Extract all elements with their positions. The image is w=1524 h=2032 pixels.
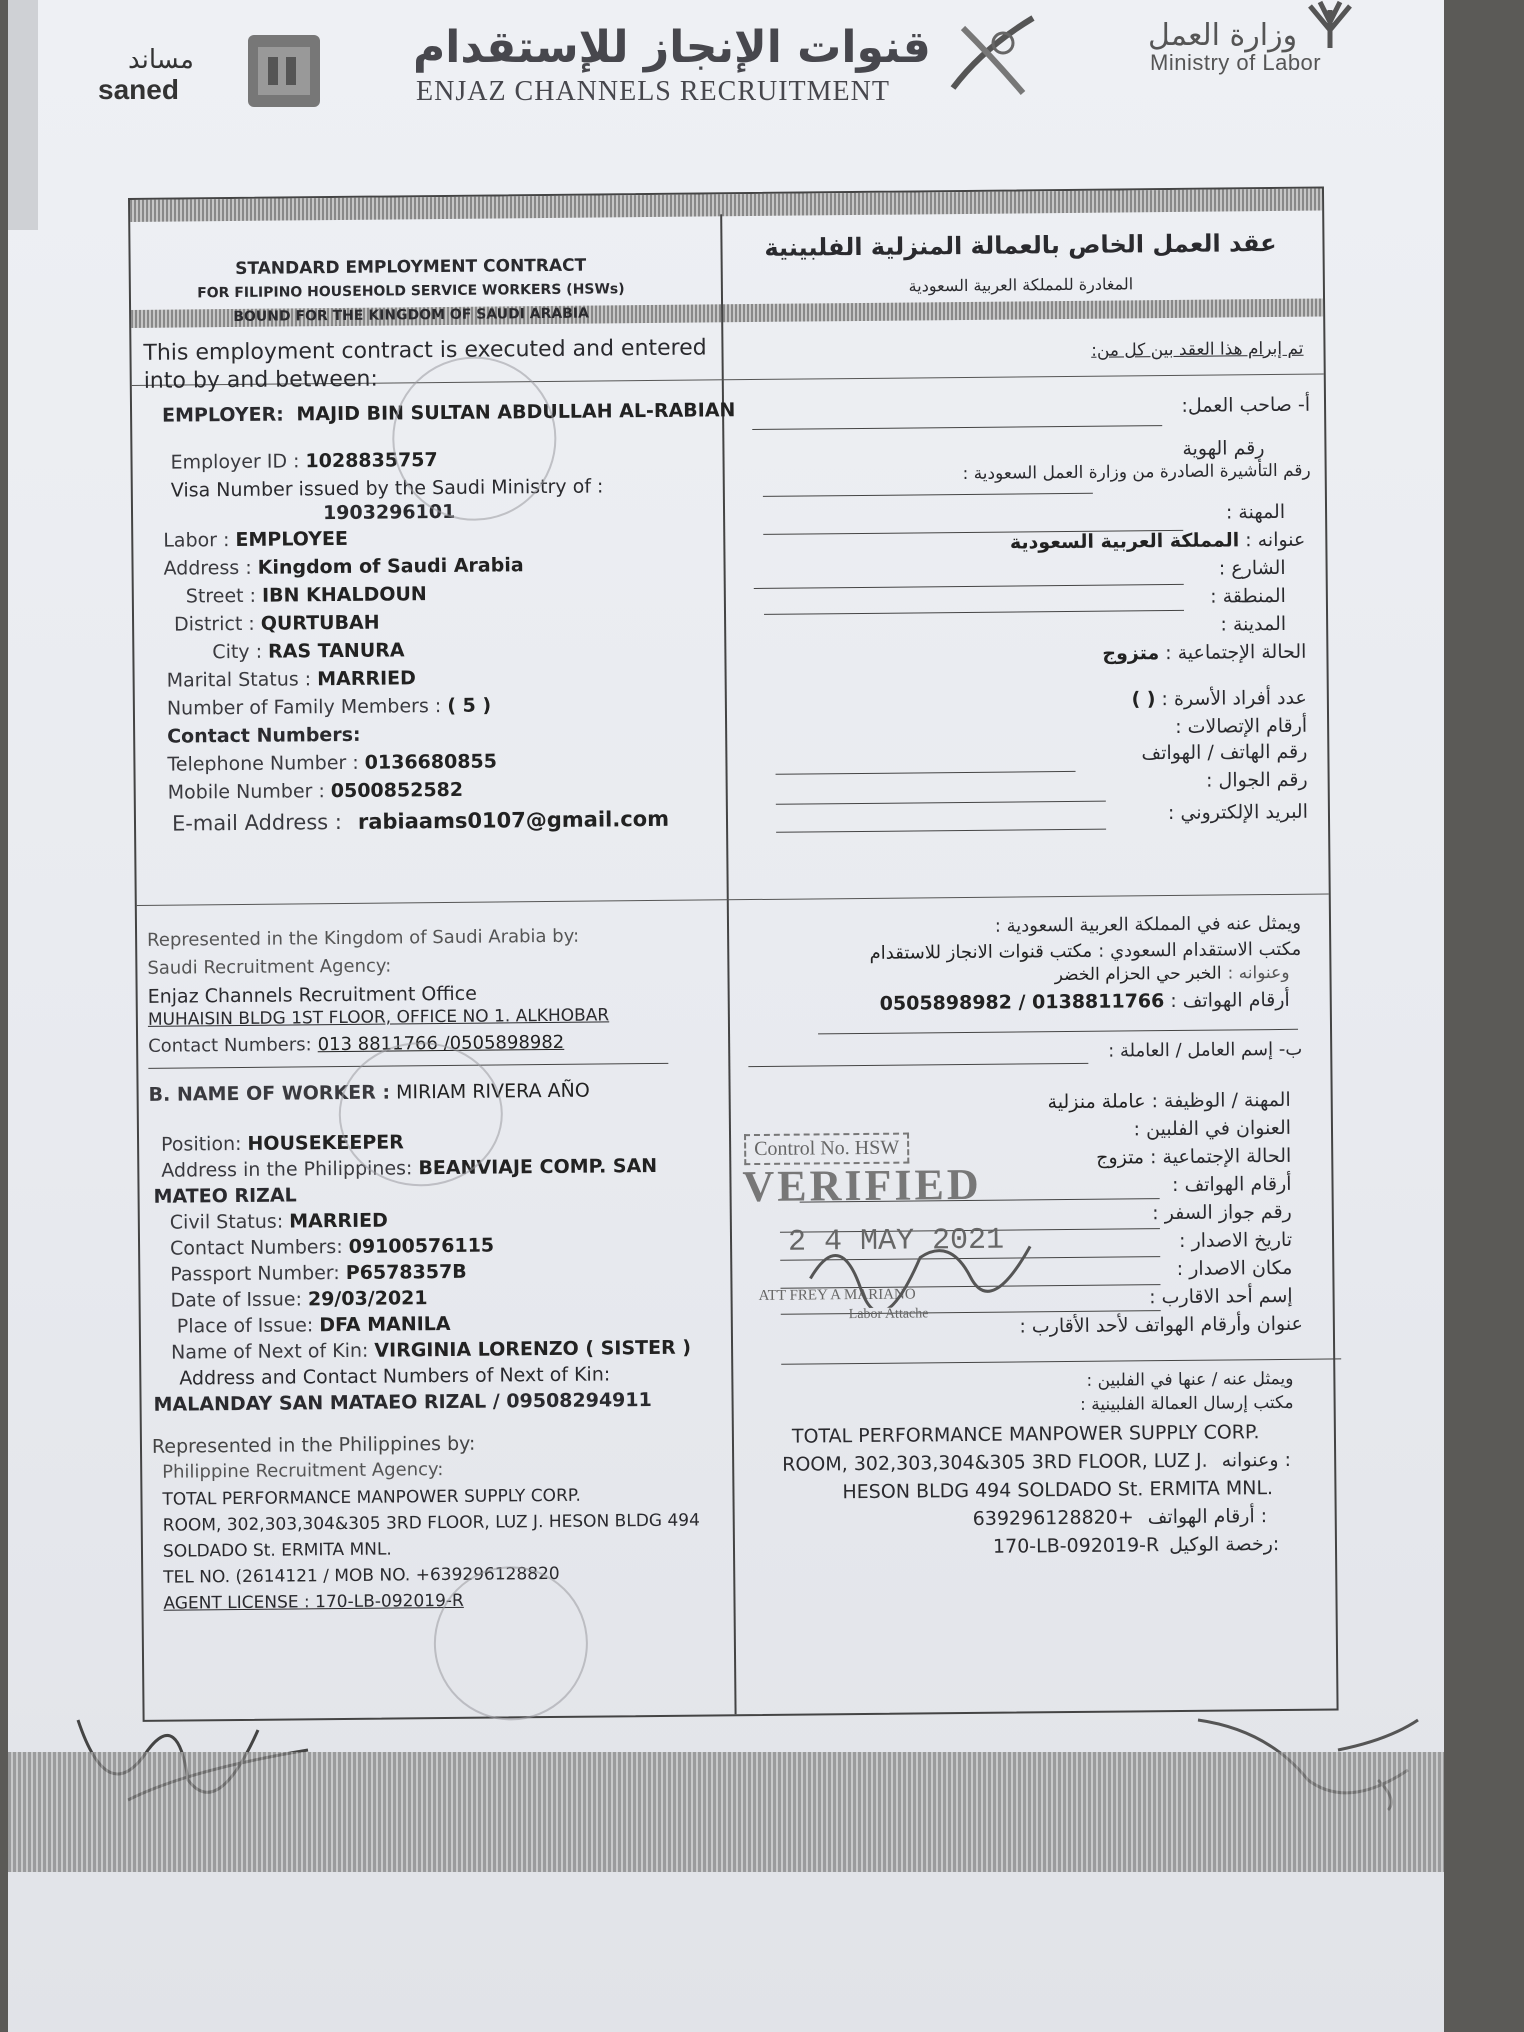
- address-label: Address :: [163, 556, 252, 580]
- header-band-top: [130, 189, 1322, 222]
- civil-label: Civil Status:: [169, 1210, 284, 1234]
- issue-value: 29/03/2021: [307, 1287, 428, 1311]
- position-value: HOUSEKEEPER: [247, 1131, 404, 1155]
- musaned-logo-arabic: مساند: [128, 45, 194, 75]
- title-line-3: BOUND FOR THE KINGDOM OF SAUDI ARABIA: [233, 305, 590, 325]
- ar-saudi-phones-value: 0138811766 / 0505898982: [879, 990, 1165, 1015]
- place-label: Place of Issue:: [176, 1314, 314, 1338]
- marital-value: MARRIED: [317, 667, 416, 691]
- ar-family-row: [1131, 687, 1307, 711]
- verified-stamp: VERIFIED: [742, 1159, 982, 1212]
- ar-kin: إسم أحد الاقارب :: [1149, 1284, 1293, 1309]
- ar-visa: رقم التأشيرة الصادرة من وزارة العمل السعودية :: [962, 460, 1311, 485]
- ar-email-line: [776, 829, 1106, 833]
- saudi-agency-name: Enjaz Channels Recruitment Office: [147, 982, 477, 1008]
- employer-label: EMPLOYER:: [161, 403, 284, 427]
- address-row: [163, 554, 523, 579]
- labor-row: [163, 528, 348, 552]
- civil-row: [170, 1210, 388, 1234]
- city-label: City :: [212, 640, 263, 664]
- ar-ph-address-row: [782, 1449, 1291, 1476]
- ar-marital-row: [1102, 641, 1306, 665]
- ar-street: الشارع :: [1218, 556, 1286, 580]
- street-value: IBN KHALDOUN: [261, 583, 427, 607]
- place-row: [177, 1313, 451, 1338]
- mobile-row: [168, 779, 464, 804]
- ar-ph-phones-label: أرقام الهواتف :: [1147, 1505, 1268, 1529]
- ar-ph-agency-name: TOTAL PERFORMANCE MANPOWER SUPPLY CORP.: [791, 1421, 1260, 1448]
- ar-saudi-office-row: [869, 939, 1301, 964]
- ar-ph-phones-value: 639296128820+: [972, 1506, 1134, 1530]
- stamp-date: 2 4 MAY 2021: [787, 1223, 1005, 1260]
- marital-row: [167, 667, 416, 691]
- ph-agency-label: Philippine Recruitment Agency:: [162, 1459, 444, 1483]
- ar-ph-license-row: [993, 1533, 1279, 1558]
- ar-worker-name: ب- إسم العامل / العاملة :: [1108, 1038, 1303, 1062]
- ar-kin-address: عنوان وأرقام الهواتف لأحد الأقارب :: [1019, 1312, 1303, 1338]
- ar-city: المدينة :: [1220, 612, 1287, 636]
- saudi-rep-label: Represented in the Kingdom of Saudi Arabia by:: [147, 925, 580, 951]
- ar-marital-value: متزوج: [1102, 642, 1160, 665]
- contacts-label: Contact Numbers:: [167, 723, 361, 748]
- tel-row: [167, 750, 497, 775]
- mobile-label: Mobile Number :: [167, 780, 325, 804]
- agency-section-divider: [137, 894, 1329, 906]
- ar-mobile-line: [776, 801, 1106, 805]
- ar-saudi-rep: ويمثل عنه في المملكة العربية السعودية :: [994, 912, 1302, 937]
- document-page: [8, 0, 1444, 2032]
- contract-title: [131, 253, 692, 330]
- ar-id: رقم الهوية: [1182, 437, 1265, 460]
- ar-employer: أ- صاحب العمل:: [1181, 393, 1311, 417]
- ar-saudi-office-value: مكتب قنوات الانجاز للاستقدام: [869, 940, 1093, 964]
- address-value: Kingdom of Saudi Arabia: [257, 554, 524, 579]
- enjaz-logo-icon: [943, 8, 1043, 98]
- scan-shadow-band: [8, 1752, 1444, 1872]
- ar-address-label: عنوانه :: [1245, 528, 1306, 552]
- ar-worker-line: [748, 1063, 1088, 1067]
- saudi-contacts-label: Contact Numbers:: [148, 1034, 312, 1057]
- contract-form: [128, 187, 1339, 1722]
- kin-address-label: Address and Contact Numbers of Next of Kin:: [179, 1363, 611, 1390]
- position-label: Position:: [160, 1132, 242, 1156]
- ar-ph-address-2: HESON BLDG 494 SOLDADO St. ERMITA MNL.: [842, 1477, 1274, 1504]
- ar-saudi-address-label: وعنوانه :: [1227, 962, 1290, 984]
- page-fold-shadow: [8, 0, 38, 230]
- ar-ph-office: مكتب إرسال العمالة الفلبينية :: [1079, 1392, 1294, 1415]
- enjaz-title-english: ENJAZ CHANNELS RECRUITMENT: [416, 76, 890, 107]
- ar-place: مكان الاصدار :: [1176, 1256, 1293, 1280]
- title-line-1: STANDARD EMPLOYMENT CONTRACT: [235, 255, 587, 279]
- ar-worker-job-label: المهنة / الوظيفة :: [1151, 1088, 1291, 1113]
- saudi-agency-address: MUHAISIN BLDG 1ST FLOOR, OFFICE NO 1. ALKHOBAR: [147, 1005, 610, 1030]
- marital-label: Marital Status :: [166, 668, 312, 692]
- saudi-agency-label: Saudi Recruitment Agency:: [147, 955, 392, 979]
- kin-address-value: MALANDAY SAN MATAEO RIZAL / 09508294911: [153, 1389, 652, 1416]
- ar-saudi-office-label: مكتب الاستقدام السعودي :: [1098, 938, 1302, 962]
- ar-region: المنطقة :: [1210, 584, 1286, 608]
- musaned-logo-text: saned: [98, 74, 179, 105]
- worker-name-label: B. NAME OF WORKER :: [148, 1081, 391, 1106]
- ph-agency-name: TOTAL PERFORMANCE MANPOWER SUPPLY CORP.: [162, 1485, 581, 1510]
- email-value: rabiaams0107@gmail.com: [357, 806, 670, 834]
- ar-ph-phones-row: [973, 1505, 1268, 1530]
- email-row: [172, 807, 669, 836]
- worker-contact-label: Contact Numbers:: [169, 1235, 343, 1260]
- ar-family-value: ( ): [1131, 688, 1156, 711]
- faint-seal-bottom: [433, 1566, 588, 1721]
- ph-rep-label: Represented in the Philippines by:: [151, 1432, 476, 1458]
- street-row: [186, 583, 427, 607]
- family-value: ( 5 ): [447, 694, 492, 717]
- ar-worker-phones: أرقام الهواتف :: [1171, 1172, 1292, 1197]
- ar-ph-license-label: رخصة الوكيل:: [1169, 1533, 1280, 1557]
- tel-label: Telephone Number :: [167, 751, 359, 776]
- worker-contact-row: [170, 1235, 494, 1260]
- ar-worker-marital-row: [1096, 1145, 1291, 1169]
- ministry-name-english: Ministry of Labor: [1150, 50, 1322, 75]
- control-number-stamp: Control No. HSW: [744, 1133, 909, 1166]
- district-row: [174, 612, 380, 636]
- kin-row: [171, 1337, 691, 1364]
- musaned-logo-icon: [248, 35, 320, 107]
- intro-line-2: into by and between:: [143, 366, 378, 394]
- ar-phones: رقم الهاتف / الهواتف: [1141, 740, 1308, 765]
- worker-address-value: BEANVIAJE COMP. SAN: [418, 1154, 658, 1180]
- labor-label: Labor :: [163, 529, 230, 552]
- ar-street-line: [754, 584, 1184, 589]
- saudi-contacts-value: 013 8811766 /0505898982: [317, 1031, 565, 1056]
- ar-address-value: المملكة العربية السعودية: [1009, 529, 1240, 554]
- district-value: QURTUBAH: [260, 611, 380, 635]
- ar-ph-address-label: وعنوانه :: [1221, 1448, 1292, 1472]
- ar-worker-marital-value: متزوج: [1096, 1146, 1145, 1169]
- family-row: [167, 695, 491, 720]
- city-row: [212, 639, 404, 663]
- contract-subtitle-arabic: المغادرة للمملكة العربية السعودية: [908, 274, 1134, 296]
- ar-passport: رقم جواز السفر :: [1152, 1200, 1292, 1225]
- worker-name: MIRIAM RIVERA AÑO: [395, 1079, 590, 1104]
- title-line-2: FOR FILIPINO HOUSEHOLD SERVICE WORKERS (HSWs): [197, 281, 625, 302]
- email-label: E-mail Address :: [171, 809, 343, 836]
- passport-label: Passport Number:: [170, 1262, 340, 1286]
- ph-agency-tel: TEL NO. (2614121 / MOB NO. +639296128820: [163, 1563, 560, 1588]
- mobile-value: 0500852582: [330, 778, 464, 803]
- saudi-contacts-row: [148, 1032, 564, 1057]
- ar-mobile: رقم الجوال :: [1205, 768, 1308, 792]
- attache-signature: [800, 1216, 1041, 1308]
- ar-saudi-address-row: [1055, 963, 1290, 985]
- ar-contacts: أرقام الإتصالات :: [1175, 714, 1308, 738]
- worker-contact-value: 09100576115: [348, 1234, 495, 1258]
- employer-id: 1028835757: [305, 449, 438, 473]
- ar-marital-label: الحالة الإجتماعية :: [1165, 640, 1307, 665]
- family-label: Number of Family Members :: [166, 695, 442, 720]
- visa-number: 1903296101: [322, 500, 456, 525]
- employer-name: MAJID BIN SULTAN ABDULLAH AL-RABIAN: [296, 399, 736, 426]
- ar-saudi-phones-row: [880, 989, 1290, 1015]
- ar-visa-line: [763, 493, 1093, 497]
- intro-arabic: تم إبرام هذا العقد بين كل من:: [1091, 338, 1304, 361]
- issue-row: [170, 1287, 427, 1311]
- ar-address-row: [1010, 529, 1306, 554]
- ar-saudi-line: [818, 1029, 1298, 1035]
- stamp-attache-role: Labor Attache: [848, 1306, 929, 1323]
- ar-email: البريد الإلكتروني :: [1167, 800, 1309, 825]
- passport-value: P6578357B: [345, 1260, 467, 1284]
- labor-value: EMPLOYEE: [235, 527, 348, 551]
- stamp-attache-name: ATT FREY A MARIANO: [758, 1286, 916, 1304]
- ar-kin-address-line: [781, 1358, 1341, 1364]
- civil-value: MARRIED: [289, 1209, 388, 1233]
- kin-label: Name of Next of Kin:: [170, 1339, 369, 1364]
- passport-row: [170, 1261, 467, 1286]
- faint-seal-top: [392, 356, 558, 522]
- ar-job: المهنة :: [1225, 500, 1286, 524]
- tel-value: 0136680855: [364, 750, 498, 774]
- ph-agency-address-2: SOLDADO St. ERMITA MNL.: [162, 1539, 392, 1562]
- street-label: Street :: [185, 584, 257, 608]
- ar-ph-rep: ويمثل عنه / عنها في الفلبين :: [1086, 1368, 1294, 1391]
- visa-label: Visa Number issued by the Saudi Ministry of :: [170, 475, 604, 502]
- ar-family-label: عدد أفراد الأسرة :: [1161, 686, 1307, 711]
- ar-phones-line: [776, 771, 1076, 775]
- city-value: RAS TANURA: [267, 639, 405, 663]
- district-label: District :: [173, 612, 255, 636]
- ar-employer-line: [752, 425, 1162, 430]
- employer-id-label: Employer ID :: [170, 450, 300, 474]
- enjaz-title-arabic: قنوات الإنجاز للإستقدام: [413, 22, 931, 73]
- ar-worker-job-value: عاملة منزلية: [1047, 1090, 1146, 1114]
- place-value: DFA MANILA: [319, 1312, 451, 1337]
- ar-region-line: [764, 610, 1184, 615]
- ar-saudi-phones-label: أرقام الهواتف :: [1170, 988, 1290, 1013]
- ar-saudi-address-value: الخبر حي الحزام الخضر: [1054, 963, 1222, 986]
- ministry-logo-icon: [1298, 0, 1362, 50]
- issue-label: Date of Issue:: [170, 1288, 303, 1312]
- contract-title-arabic: عقد العمل الخاص بالعمالة المنزلية الفلبينية: [764, 228, 1277, 262]
- intro-line-1: This employment contract is executed and entered: [143, 335, 707, 366]
- worker-address-label: Address in the Philippines:: [161, 1157, 413, 1182]
- ar-issue: تاريخ الاصدار :: [1178, 1228, 1293, 1252]
- ar-worker-marital-label: الحالة الإجتماعية :: [1149, 1144, 1292, 1169]
- worker-address-line-2: MATEO RIZAL: [153, 1184, 297, 1208]
- ar-ph-license-value: 170-LB-092019-R: [992, 1534, 1160, 1558]
- ph-agency-address-1: ROOM, 302,303,304&305 3RD FLOOR, LUZ J. HESON BLDG 494: [162, 1510, 700, 1536]
- ph-agency-license: AGENT LICENSE : 170-LB-092019-R: [163, 1590, 464, 1614]
- ar-worker-address: العنوان في الفلبين :: [1133, 1116, 1292, 1141]
- ar-job-row: [1047, 1089, 1290, 1113]
- kin-value: VIRGINIA LORENZO ( SISTER ): [374, 1336, 692, 1362]
- column-divider: [720, 214, 736, 1714]
- ar-ph-address-1: ROOM, 302,303,304&305 3RD FLOOR, LUZ J.: [782, 1449, 1208, 1476]
- ministry-name-arabic: وزارة العمل: [1148, 18, 1298, 53]
